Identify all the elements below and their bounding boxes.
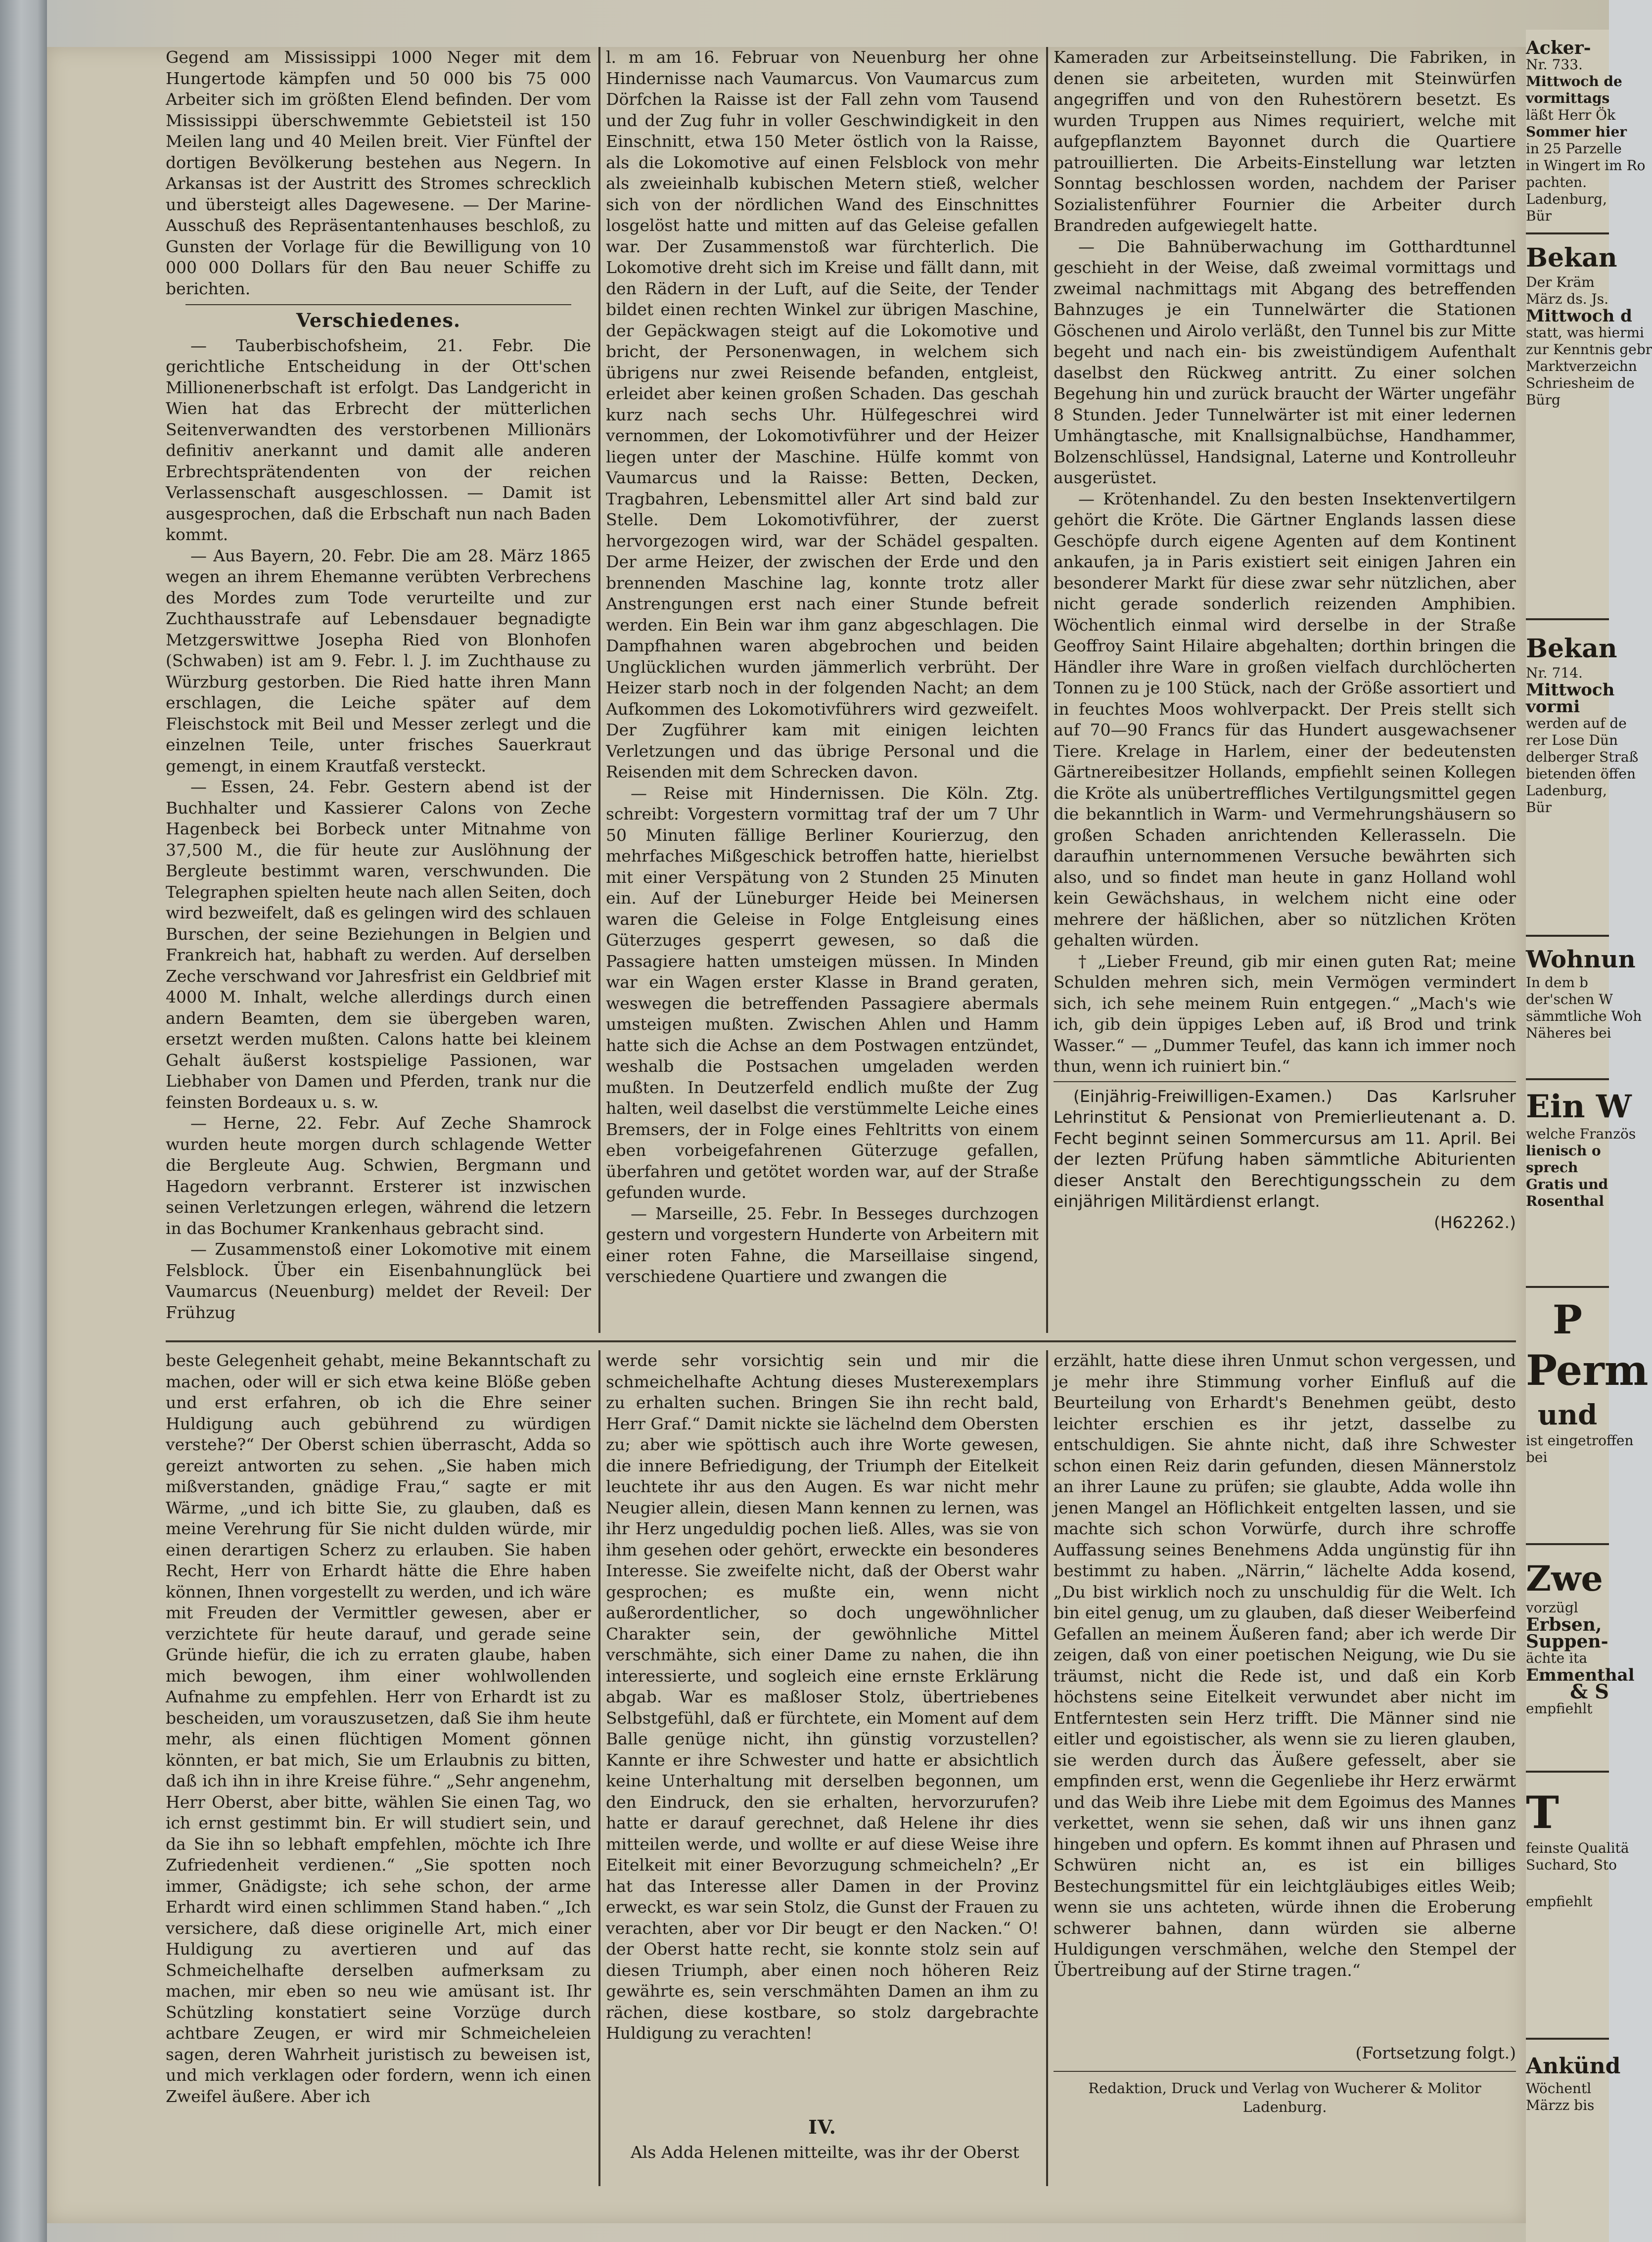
ad-line: Sommer hier — [1526, 124, 1627, 140]
article-essen: — Essen, 24. Febr. Gestern abend ist der Buchhalter und Kassierer Calons von Zeche Hagenbeck bei Borbeck unter Mitnahme von 37,500 M., die für heute zur Auslöhnung der Bergleute bestimmt waren, verschwunden. Die Telegraphen spielten heute nach allen Seiten, doch wird bezweifelt, daß es gelingen wird des schlauen Burschen, der seine Beziehungen in Belgien und Frankreich hat, habhaft zu werden. Auf derselben Zeche verschwand vor Jahresfrist ein Geldbrief mit 4000 M. Inhalt, welche allerdings durch einen andern Beamten, dem sie übergeben waren, ersetzt werden mußten. Calons hatte bei kleinem Gehalt äußerst kostspielige Passionen, war Liebhaber von Damen und Pferden, trank nur die feinsten Bordeaux u. s. w. — [166, 777, 591, 1112]
ad-line: bei — [1526, 1449, 1548, 1465]
ad-line: Ein W — [1526, 1088, 1632, 1125]
ad-line: läßt Herr Ök — [1526, 107, 1616, 123]
ad-line: & S — [1570, 1680, 1609, 1703]
column-1 — [166, 47, 591, 1333]
ad-ankuendigung — [1526, 2053, 1621, 2114]
serial-column-3 — [1054, 1350, 1516, 2186]
ad-line: in Wingert im Ro — [1526, 157, 1646, 174]
feuilleton-rule — [166, 1340, 1516, 1342]
ad-line: vormi — [1526, 697, 1580, 717]
section-heading-verschiedenes: Verschiedenes. — [296, 309, 461, 331]
ad-line: empfiehlt — [1526, 1893, 1593, 1910]
article-herne: — Herne, 22. Febr. Auf Zeche Shamrock wurden heute morgen durch schlagende Wetter die Bergleute Aug. Schwien, Bergmann und Hagedorn verbrannt. Ersterer ist inzwischen seinen Verletzungen erlegen, während die letzern in das Bochumer Krankenhaus gebracht sind. — [166, 1113, 591, 1238]
ad-line: feinste Qualitä — [1526, 1840, 1629, 1856]
newspaper-page — [47, 47, 1526, 2223]
ad-line: werden auf de — [1526, 715, 1627, 732]
ad-line: welche Französ — [1526, 1126, 1636, 1142]
ad-line: Bekan — [1526, 634, 1617, 664]
ad-line: Wohnun — [1526, 946, 1636, 973]
ad-line: Rosenthal — [1526, 1193, 1604, 1209]
ad-line: Nr. 714. — [1526, 665, 1583, 681]
serial-text-3: erzählt, hatte diese ihren Unmut schon vergessen, und je mehr ihre Stimmung vorher Einfluß auf die Beurteilung von Erhardt's Benehmen geübt, desto leichter erschien es ihr jetzt, dasselbe zu entschuldigen. Sie ahnte nicht, daß ihre Schwester schon einen Reiz darin gefunden, diesen Männerstolz an ihrer Laune zu prüfen; sie glaubte, Adda wolle ihn jenen Mangel an Höflichkeit entgelten lassen, und sie machte sich schon Vorwürfe, durch ihre schroffe Auffassung seines Benehmens Adda ungünstig für ihn bestimmt zu haben. „Närrin,“ lächelte Adda kosend, „Du bist wirklich noch zu unschuldig für die Welt. Ich bin eitel genug, um zu glauben, daß dieser Weiberfeind Gefallen an meinem Äußeren fand; aber ich werde Dir zeigen, daß von einer poetischen Neigung, wie Du sie träumst, nicht die Rede ist, und daß ein Korb höchstens seine Eitelkeit verwundet aber nicht im Entferntesten sein Herz trifft. Die Männer sind nie eitler und egoistischer, als wenn sie zu lieren glauben, sie werden durch das Äußere gefesselt, aber sie empfinden erst, wenn die Gegenliebe ihr Herz erwärmt und das Weib ihre Liebe mit dem Egoimus des Mannes verkettet, wenn sie sehen, daß wir uns ihnen ganz hingeben und opfern. Es kommt ihnen auf Phrasen und Schwüren nicht an, es ist ein billiges Bestechungsmittel für ein leichtgläubiges eitles Weib; wenn sie uns achteten, würde ihnen die Eroberung schwerer bahnen, dann würden sie alberne Huldigungen verschmähen, welche den Stempel der Übertreibung auf der Stirne tragen.“ — [1054, 1351, 1516, 1980]
ad-line: Perm — [1526, 1346, 1649, 1395]
ad-einjaehrig-examen: (Einjährig-Freiwilligen-Examen.) Das Karlsruher Lehrinstitut & Pensionat von Premierlieutenant a. D. Fecht beginnt seinen Sommercursus am 11. April. Bei der lezten Prüfung haben sämmtliche Abiturienten dieser Anstalt den Berechtigungsschein zu dem einjährigen Militärdienst erlangt. — [1054, 1086, 1516, 1211]
ad-line: Wöchentl — [1526, 2080, 1592, 2097]
ad-line: rer Lose Dün — [1526, 732, 1618, 748]
ad-line: zur Kenntnis gebr — [1526, 341, 1652, 358]
ad-line: Gratis und — [1526, 1176, 1608, 1192]
ad-line: bietenden öffen — [1526, 766, 1636, 782]
imprint-line-1: Redaktion, Druck und Verlag von Wucherer & Molitor — [1088, 2079, 1481, 2097]
article-besseges-cont: Kameraden zur Arbeitseinstellung. Die Fabriken, in denen sie arbeiteten, wurden mit Steinwürfen angegriffen und von den Ruhestörern besetzt. Es wurden Truppen aus Nimes requiriert, welche mit aufgepflanztem Bayonnet durch die Quartiere patrouillierten. Die Arbeits-Einstellung war letzten Sonntag beschlossen worden, nachdem der Pariser Sozialistenführer Fournier die Arbeiter durch Brandreden aufgewiegelt hatte. — [1054, 47, 1516, 235]
serial-column-1 — [166, 1350, 591, 2186]
ad-rule — [1526, 1286, 1609, 1288]
ad-line: Erbsen, — [1526, 1614, 1602, 1635]
article-tauberbischofsheim: — Tauberbischofsheim, 21. Febr. Die gerichtliche Entscheidung in der Ott'schen Millionenerbschaft ist erfolgt. Das Landgericht in Wien hat das Erbrecht der mütterlichen Seitenverwandten des verstorbenen Millionärs definitiv anerkannt und damit alle anderen Erbrechtsprätendenten von der reichen Verlassenschaft ausgeschlossen. — Damit ist ausgesprochen, daß die Erbschaft nun nach Baden kommt. — [166, 335, 591, 544]
article-felsblock-cont: l. m am 16. Februar von Neuenburg her ohne Hindernisse nach Vaumarcus. Von Vaumarcus zum Dörfchen la Raisse ist der Fall zehn vom Tausend und der Zug fuhr in voller Geschwindigkeit in den Einschnitt, etwa 150 Meter östlich von la Raisse, als die Lokomotive auf einen Felsblock von mehr als zweieinhalb kubischen Metern stieß, welcher sich von der nördlichen Wand des Einschnittes losgelöst hatte und mitten auf das Geleise gefallen war. Der Zusammenstoß war fürchterlich. Die Lokomotive dreht sich im Kreise und fällt dann, mit den Rädern in der Luft, auf die Seite, der Tender bildet einen rechten Winkel zur übrigen Maschine, der Gepäckwagen steigt auf die Lokomotive und bricht, der Personenwagen, in welchem sich übrigens nur zwei Reisende befanden, entgleist, erleidet aber keinen großen Schaden. Das geschah kurz nach sechs Uhr. Hülfegeschrei wird vernommen, der Lokomotivführer und der Heizer liegen unter der Maschine. Hülfe kommt von Vaumarcus und la Raisse: Betten, Decken, Tragbahren, Lebensmittel aller Art sind bald zur Stelle. Dem Lokomotivführer, der zuerst hervorgezogen wird, war der Schädel gespalten. Der arme Heizer, der zwischen der Erde und den brennenden Maschine lag, konnte trotz aller Anstrengungen erst nach einer Stunde befreit werden. Ein Bein war ihm ganz abgeschlagen. Die Dampfhahnen waren abgebrochen und beiden Unglücklichen wurden jämmerlich verbrüht. Der Heizer starb noch in der folgenden Nacht; an dem Aufkommen des Lokomotivführers wird gezweifelt. Der Zugführer kam mit einigen leichten Verletzungen und das übrige Personal und die Reisenden mit dem Schrecken davon. — [606, 47, 1039, 781]
ad-line: Näheres bei — [1526, 1025, 1611, 1041]
ad-line: P — [1552, 1296, 1583, 1343]
ad-line: Suppen- — [1526, 1631, 1608, 1652]
article-felsblock: — Zusammenstoß einer Lokomotive mit einem Felsblock. Über ein Eisenbahnunglück bei Vaumarcus (Neuenburg) meldet der Reveil: Der Frühzug — [166, 1239, 591, 1322]
ad-line: statt, was hiermi — [1526, 324, 1644, 341]
ad-line: Bür — [1526, 799, 1552, 816]
ad-line: in 25 Parzelle — [1526, 140, 1622, 157]
ad-line: pachten. — [1526, 174, 1587, 190]
ad-line: Zwe — [1526, 1558, 1603, 1599]
serial-text-2-wrap — [606, 1350, 1039, 2107]
ad-line: Ladenburg, — [1526, 782, 1607, 799]
ad-line: und — [1537, 1399, 1598, 1431]
ad-line: vormittags — [1526, 90, 1610, 106]
ad-line: sprech — [1526, 1159, 1578, 1176]
ad-bekanntmachung-1 — [1526, 242, 1652, 409]
serial-text-1: beste Gelegenheit gehabt, meine Bekanntschaft zu machen, oder will er sich etwa keine Blöße geben und erst erfahren, ob ich die Ehre seiner Huldigung auch gebührend zu würdigen verstehe?“ Der Oberst schien überrascht, Adda so gereizt antworten zu sehen. „Sie haben mich mißverstanden, gnädige Frau,“ sagte er mit Wärme, „und ich bitte Sie, zu glauben, daß es meine Verehrung für Sie nicht dulden würde, mir einen derartigen Scherz zu erlauben. Sie haben Recht, Herr von Erhardt hätte die Ehre haben können, Ihnen vorgestellt zu werden, und ich wäre mit Freuden der Vermittler gewesen, aber er verzichtete für heute darauf, und gerade seine Gründe hiefür, die ich zu erraten glaube, haben mich bewogen, ihm einer wohlwollenden Aufnahme zu empfehlen. Herr von Erhardt ist zu bescheiden, um vorauszusetzen, daß Sie ihm heute mehr, als einen flüchtigen Moment gönnen könnten, er bat mich, Sie um Erlaubnis zu bitten, daß ich ihn in ihre Kreise führe.“ „Sehr angenehm, Herr Oberst, aber bitte, wählen Sie einen Tag, wo ich ernst gestimmt bin. Er will studiert sein, und da Sie ihn so lebhaft empfehlen, möchte ich Ihre Zufriedenheit verdienen.“ „Sie spotten noch immer, Gnädigste; ich sehe schon, der arme Erhardt wird einen schlimmen Stand haben.“ „Ich versichere, daß diese originelle Art, mich einer Huldigung zu avertieren und auf das Schmeichelhafte derselben aufmerksam zu machen, mir eben so neu wie amüsant ist. Ihr Schützling konstatiert seine Vorzüge durch achtbare Zeugen, er wird mir Schmeicheleien sagen, deren Wahrheit juristisch zu beweisen ist, und mich verklagen oder fordern, wenn ich einen Zweifel äußere. Aber ich — [166, 1351, 591, 2106]
ad-line: Märzz bis — [1526, 2097, 1595, 2113]
ad-line: Nr. 733. — [1526, 56, 1583, 73]
chapter-heading: IV. — [808, 2116, 836, 2138]
ad-rule — [1526, 232, 1609, 234]
serial-text-2: werde sehr vorsichtig sein und mir die schmeichelhafte Achtung dieses Musterexemplars zu erhalten suchen. Bringen Sie ihn recht bald, Herr Graf.“ Damit nickte sie lächelnd dem Obersten zu; aber wie spöttisch auch ihre Worte gewesen, die innere Befriedigung, der Triumph der Eitelkeit leuchtete ihr aus den Augen. Es war nicht mehr Neugier allein, diesen Mann kennen zu lernen, was ihr Herz ungeduldig pochen ließ. Alles, was sie von ihm gesehen oder gehört, erweckte ein besonderes Interesse. Sie zweifelte nicht, daß der Oberst wahr gesprochen; es mußte ein, wenn nicht außerordentlicher, so doch ungewöhnlicher Charakter sein, der gewöhnliche Mittel verschmähte, sich einer Dame zu nahen, die ihn interessierte, und sogleich eine ernste Erklärung abgab. War es maßloser Stolz, übertriebenes Selbstgefühl, daß er fürchtete, ein Moment auf dem Balle genüge nicht, ihn günstig vorzustellen? Kannte er ihre Schwester und hatte er absichtlich keine Unterhaltung mit derselben begonnen, um den Eindruck, den sie erhalten, hervorzurufen? hatte er darauf gerechnet, daß Helene ihr dies mitteilen werde, und wollte er auf diese Weise ihre Eitelkeit mit einer Bevorzugung schmeicheln? „Er hat das Interesse aller Damen in der Provinz erweckt, es war sein Stolz, die Gunst der Frauen zu verachten, aber vor Dir beugt er den Nacken.“ O! der Oberst hatte recht, sie konnte stolz sein auf diesen Triumph, aber einen noch höheren Reiz gewährte es, sein verschmähten Damen an ihm zu rächen, diese kostbare, so stolz dargebrachte Huldigung zu verachten! — [606, 1351, 1039, 2043]
serial-chapter-start: Als Adda Helenen mitteilte, was ihr der Oberst — [631, 2142, 1019, 2162]
ad-line: Ankünd — [1526, 2054, 1621, 2079]
article-bayern: — Aus Bayern, 20. Febr. Die am 28. März 1865 wegen an ihrem Ehemanne verübten Verbrechens des Mordes zum Tode verurteilte und zur Zuchthausstrafe auf Lebensdauer begnadigte Metzgerswittwe Josepha Ried von Blonhofen (Schwaben) ist am 9. Febr. l. J. im Zuchthause zu Würzburg gestorben. Die Ried hatte ihren Mann erschlagen, die Leiche später auf dem Fleischstock mit Beil und Messer zerlegt und die einzelnen Teile, unter frisches Sauerkraut gemengt, in einem Krautfaß versteckt. — [166, 546, 591, 776]
ad-line: delberger Straß — [1526, 749, 1639, 765]
ad-line: Schriesheim de — [1526, 375, 1635, 391]
ad-line: T — [1526, 1786, 1559, 1839]
serial-rule-2 — [1046, 1350, 1048, 2186]
ad-divider — [1054, 1081, 1516, 1082]
ad-ein-w — [1526, 1088, 1636, 1210]
article-marseille: — Marseille, 25. Febr. In Besseges durchzogen gestern und vorgestern Hunderte von Arbeitern mit einer roten Fahne, die Marseillaise singend, verschiedene Quartiere und zwangen die — [606, 1203, 1039, 1286]
ad-line: sämmtliche Woh — [1526, 1008, 1642, 1024]
imprint-divider — [1054, 2071, 1516, 2072]
anecdote-lieber-freund: † „Lieber Freund, gib mir einen guten Rat; meine Schulden mehren sich, mein Vermögen vermindert sich, ich sehe meinem Ruin entgegen.“ „Mach's wie ich, gib dein üppiges Leben auf, iß Brod und trink Wasser.“ — „Dummer Teufel, das kann ich immer noch thun, wenn ich ruiniert bin.“ — [1054, 951, 1516, 1076]
ad-line: der'schen W — [1526, 991, 1613, 1007]
ad-line: März ds. Js. — [1526, 291, 1608, 307]
ad-line: lienisch o — [1526, 1143, 1601, 1159]
imprint-line-2: Ladenburg. — [1242, 2098, 1327, 2115]
ad-rule — [1526, 1078, 1609, 1080]
section-divider — [185, 304, 571, 305]
ad-line: Mittwoch — [1526, 680, 1615, 700]
ad-rule — [1526, 2038, 1609, 2040]
ad-line: Bürg — [1526, 392, 1560, 408]
ad-line: Bekan — [1526, 243, 1617, 273]
ad-line: Mittwoch d — [1526, 306, 1632, 326]
ad-perm — [1526, 1296, 1649, 1466]
article-reise-mit-hindernissen: — Reise mit Hindernissen. Die Köln. Ztg. schreibt: Vorgestern vormittag traf der um 7 Uhr 50 Minuten fällige Berliner Kourierzug, den mehrfaches Mißgeschick betroffen hatte, hierielbst mit einer Verspätung von 2 Stunden 25 Minuten ein. Auf der Lüneburger Heide bei Meinersen waren die Geleise in Folge Entgleisung eines Güterzuges gesperrt gewesen, so daß die Passagiere hatten umsteigen müssen. In Minden war ein Wagen erster Klasse in Brand geraten, weswegen die betreffenden Passagiere abermals umsteigen mußten. Zwischen Ahlen und Hamm hatte sich die Achse an dem Postwagen entzündet, weshalb die Postsachen umgeladen werden mußten. In Deutzerfeld endlich mußte der Zug halten, weil daselbst die verstümmelte Leiche eines Bremsers, der in Folge eines Fehltritts von einem eben vorbeigefahrenen Güterzuge gefallen, überfahren und getötet worden war, auf der Straße gefunden wurde. — [606, 783, 1039, 1202]
ad-line: Suchard, Sto — [1526, 1857, 1617, 1873]
ad-t — [1526, 1785, 1629, 1910]
serial-rule-1 — [598, 1350, 600, 2186]
ad-rule — [1526, 618, 1609, 620]
article-kroetenhandel: — Krötenhandel. Zu den besten Insektenvertilgern gehört die Kröte. Die Gärtner Englands lassen diese Geschöpfe durch eigene Agenten auf dem Kontinent ankaufen, ja in Paris existiert seit einigen Jahren ein besonderer Markt für diese zwar sehr nützlichen, aber nicht gerade sonderlich reizenden Amphibien. Wöchentlich einmal wird derselbe in der Straße Geoffroy Saint Hilaire abgehalten; dorthin bringen die Händler ihre Ware in großen vielfach durchlöcherten Tonnen zu je 100 Stück, nach der Größe assortiert und in feuchtes Moos wohlverpackt. Der Preis stellt sich auf 70—90 Francs für das Hundert ausgewachsener Tiere. Krelage in Harlem, einer der bedeutensten Gärtnereibesitzer Hollands, empfiehlt seinen Kollegen die Kröte als unübertreffliches Vertilgungsmittel gegen die bekanntlich in Warm- und Vermehrungshäusern so großen Schaden anrichtenden Kellerasseln. Die daraufhin unternommenen Versuche bewährten sich also, und so findet man heute in ganz Holland wohl kein Gewächshaus, in welchem nicht eine oder mehrere der häßlichen, aber so nützlichen Kröten gehalten würden. — [1054, 489, 1516, 950]
ad-bekanntmachung-2 — [1526, 633, 1639, 816]
ad-line: Ladenburg, — [1526, 191, 1607, 207]
serial-column-2 — [606, 1350, 1039, 2186]
ad-line: empfiehlt — [1526, 1700, 1593, 1717]
ad-rule — [1526, 1543, 1609, 1545]
ad-line: Emmenthal — [1526, 1665, 1635, 1685]
ad-line: Der Kräm — [1526, 274, 1595, 290]
column-rule-1 — [598, 47, 600, 1333]
ad-line: Acker- — [1526, 38, 1591, 58]
continuation-note: (Fortsetzung folgt.) — [1355, 2043, 1516, 2062]
ad-line: Marktverzeichn — [1526, 358, 1637, 374]
ad-zwe — [1526, 1558, 1635, 1717]
ad-line: Bür — [1526, 208, 1552, 224]
ad-line: Mittwoch de — [1526, 73, 1622, 90]
ad-line: ächte ita — [1526, 1650, 1588, 1666]
column-3 — [1054, 47, 1516, 1333]
article-mississippi-flood: Gegend am Mississippi 1000 Neger mit dem Hungertode kämpfen und 50 000 bis 75 000 Arbeiter sich im größten Elend befinden. Der vom Mississippi überschwemmte Gebietsteil ist 150 Meilen lang und 40 Meilen breit. Vier Fünftel der dortigen Bevölkerung bestehen aus Negern. In Arkansas ist der Austritt des Stromes schrecklich und übersteigt alles Dagewesene. — Der Marine-Ausschuß des Repräsentantenhauses beschloß, zu Gunsten der Vorlage für die Bewilligung von 10 000 000 Dollars für den Bau neuer Schiffe zu berichten. — [166, 47, 591, 298]
binding-spine — [0, 0, 47, 2242]
ad-reference: (H62262.) — [1433, 1212, 1516, 1232]
ad-line: ist eingetroffen — [1526, 1432, 1634, 1449]
article-gotthardtunnel: — Die Bahnüberwachung im Gotthardtunnel geschieht in der Weise, daß zweimal vormittags und zweimal nachmittags mit Abgang des betreffenden Bahnzuges je ein Tunnelwärter die Stationen Göschenen und Airolo verläßt, den Tunnel bis zur Mitte begeht und nach ein- bis zweistündigem Aufenthalt daselbst den Rückweg antritt. Zu einer solchen Begehung hin und zurück braucht der Wärter ungefähr 8 Stunden. Jeder Tunnelwärter ist mit einer ledernen Umhängtasche, mit Knallsignalbüchse, Handhammer, Bolzenschlüssel, Handsignal, Laterne und Kontrolleuhr ausgerüstet. — [1054, 236, 1516, 487]
column-2 — [606, 47, 1039, 1333]
ad-line: In dem b — [1526, 974, 1588, 991]
ad-rule — [1526, 935, 1609, 937]
ad-acker — [1526, 38, 1646, 225]
adjacent-page-ads — [1526, 30, 1652, 2242]
serial-text-3-wrap — [1054, 1350, 1516, 2043]
ad-line: vorzügl — [1526, 1600, 1578, 1616]
column-rule-2 — [1046, 47, 1048, 1333]
ad-wohnung — [1526, 945, 1642, 1042]
ad-rule — [1526, 1771, 1609, 1773]
